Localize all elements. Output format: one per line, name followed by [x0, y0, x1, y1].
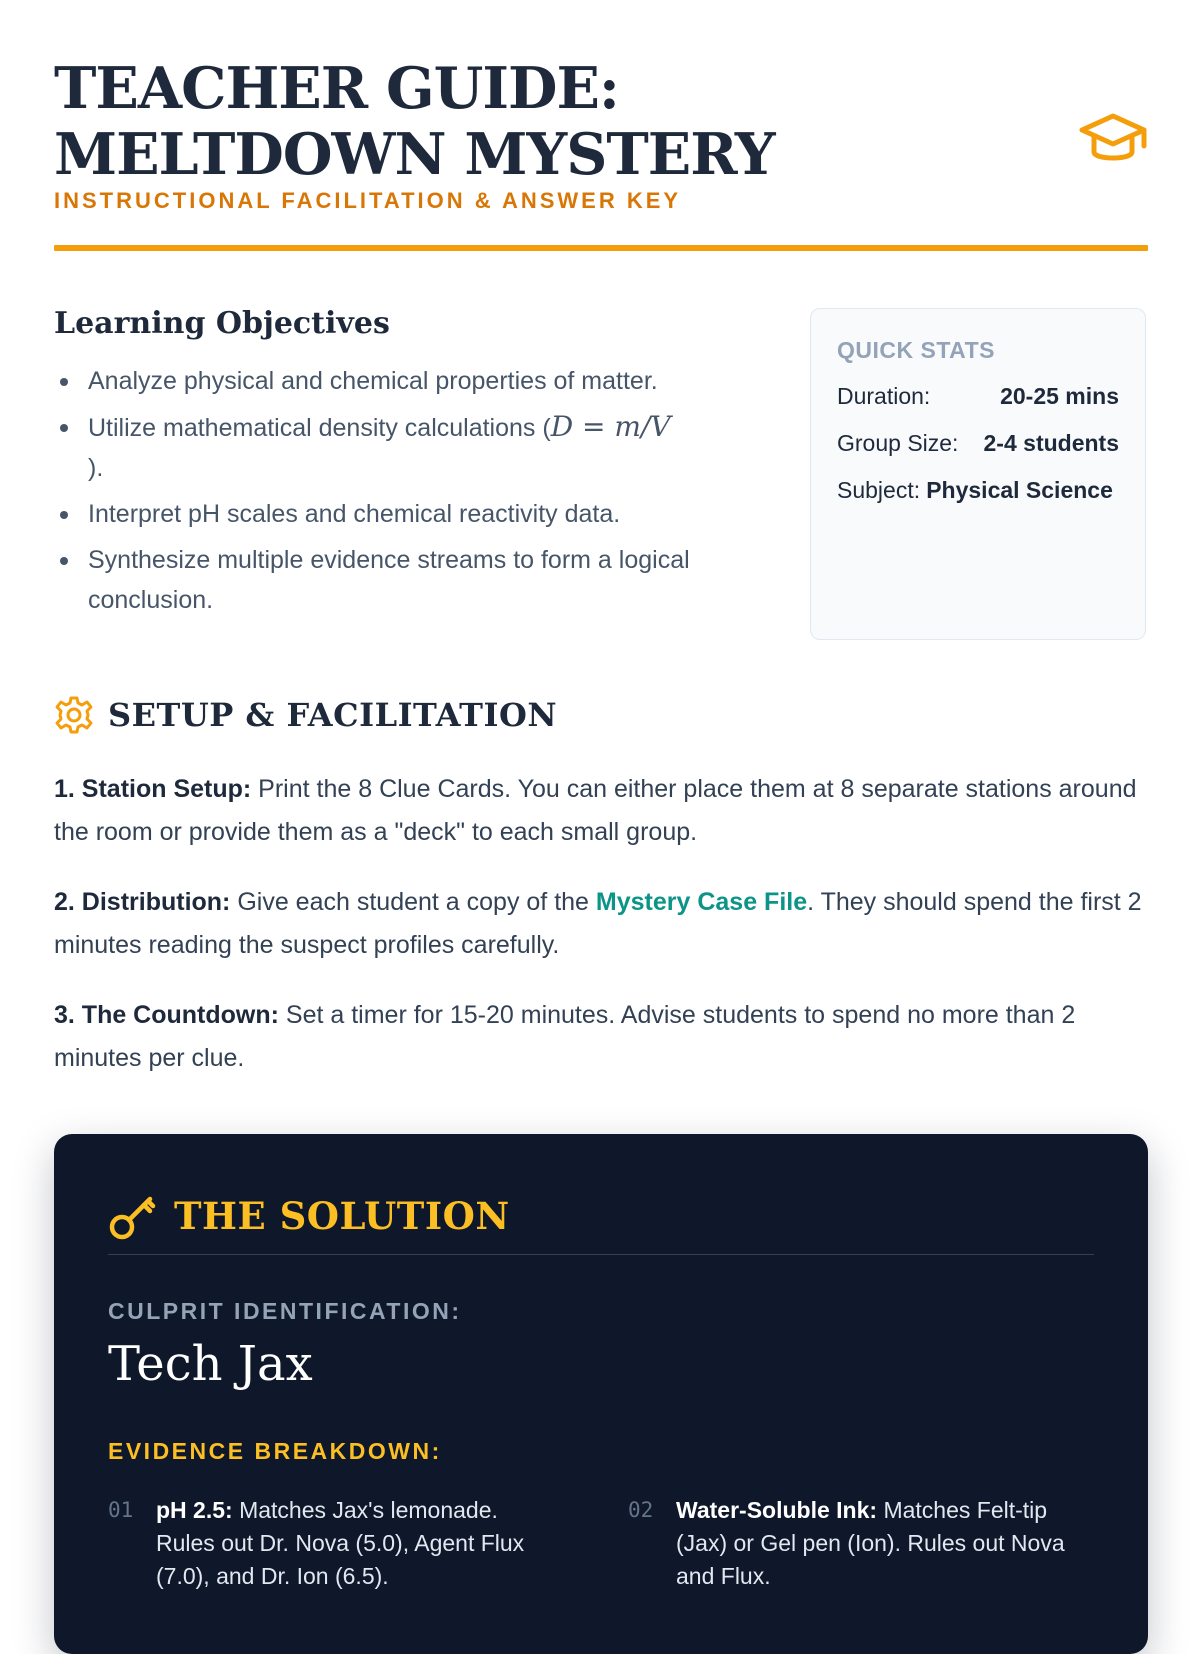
page-subtitle: INSTRUCTIONAL FACILITATION & ANSWER KEY: [54, 188, 682, 213]
solution-header: [108, 1188, 510, 1244]
list-item: Interpret pH scales and chemical reactivity data.: [54, 494, 774, 534]
mystery-case-file-link[interactable]: Mystery Case File: [595, 888, 808, 916]
stat-subject: [837, 474, 1119, 507]
step-label: 3. The Countdown:: [54, 1001, 279, 1029]
objective-text-suffix: ).: [88, 454, 104, 482]
evidence-detail: Matches Jax's lemonade. Rules out Dr. Nova (5.0), Agent Flux (7.0), and Dr. Ion (6.5).: [156, 1497, 525, 1589]
step-text: Print the 8 Clue Cards. You can either place them at 8 separate stations around the room or provide them as a "deck" to each small group.: [54, 775, 1137, 846]
evidence-number: 02: [628, 1498, 654, 1522]
page-title: TEACHER GUIDE: MELTDOWN MYSTERY: [54, 55, 775, 188]
stat-duration: [837, 380, 1119, 413]
stat-group-size: [837, 427, 1119, 460]
objectives-list: [54, 361, 774, 620]
step-text: . They should spend the first 2 minutes reading the suspect profiles carefully.: [54, 888, 1142, 959]
step-label: 2. Distribution:: [54, 888, 231, 916]
gear-icon: [54, 695, 94, 735]
setup-step: [54, 881, 1148, 967]
evidence-text: [676, 1494, 1068, 1593]
setup-step: [54, 994, 1148, 1080]
evidence-item: [628, 1494, 1068, 1593]
list-item: [54, 407, 774, 488]
objectives-heading: Learning Objectives: [54, 306, 390, 341]
evidence-item: [108, 1494, 548, 1593]
key-icon: [108, 1191, 158, 1241]
solution-card: [54, 1134, 1148, 1654]
solution-title: THE SOLUTION: [174, 1194, 510, 1238]
culprit-name: Tech Jax: [108, 1336, 313, 1392]
setup-title: SETUP & FACILITATION: [108, 696, 558, 734]
density-formula: D = m/V: [550, 410, 671, 443]
evidence-number: 01: [108, 1498, 134, 1522]
learning-objectives: [54, 306, 774, 626]
quick-stats-title: QUICK STATS: [837, 337, 995, 363]
culprit-label: CULPRIT IDENTIFICATION:: [108, 1298, 462, 1324]
list-item: Synthesize multiple evidence streams to form a logical conclusion.: [54, 540, 774, 620]
stat-label: Subject:: [837, 477, 921, 503]
step-label: 1. Station Setup:: [54, 775, 252, 803]
list-item: Analyze physical and chemical properties of matter.: [54, 361, 774, 401]
evidence-key: Water-Soluble Ink:: [676, 1497, 878, 1523]
header-divider: [54, 245, 1148, 251]
solution-divider: [108, 1254, 1094, 1255]
stat-value: 2-4 students: [983, 430, 1119, 456]
evidence-key: pH 2.5:: [156, 1497, 233, 1523]
step-text: Give each student a copy of the: [230, 888, 596, 916]
setup-steps: [54, 768, 1148, 1107]
evidence-detail: Matches Felt-tip (Jax) or Gel pen (Ion). Rules out Nova and Flux.: [676, 1497, 1065, 1589]
stat-label: Duration:: [837, 383, 931, 409]
setup-heading: [54, 692, 557, 738]
step-text: Set a timer for 15-20 minutes. Advise students to spend no more than 2 minutes per clue.: [54, 1001, 1076, 1072]
graduation-cap-icon: [1078, 110, 1148, 170]
objective-text: Utilize mathematical density calculations (: [88, 414, 551, 442]
stat-label: Group Size:: [837, 430, 959, 456]
quick-stats-card: [810, 308, 1146, 640]
stat-value: Physical Science: [926, 477, 1113, 503]
teacher-guide-page: [54, 0, 1148, 1600]
header: [54, 56, 1148, 256]
setup-step: [54, 768, 1148, 854]
stat-value: 20-25 mins: [1000, 383, 1119, 409]
evidence-text: [156, 1494, 548, 1593]
evidence-label: EVIDENCE BREAKDOWN:: [108, 1438, 442, 1464]
